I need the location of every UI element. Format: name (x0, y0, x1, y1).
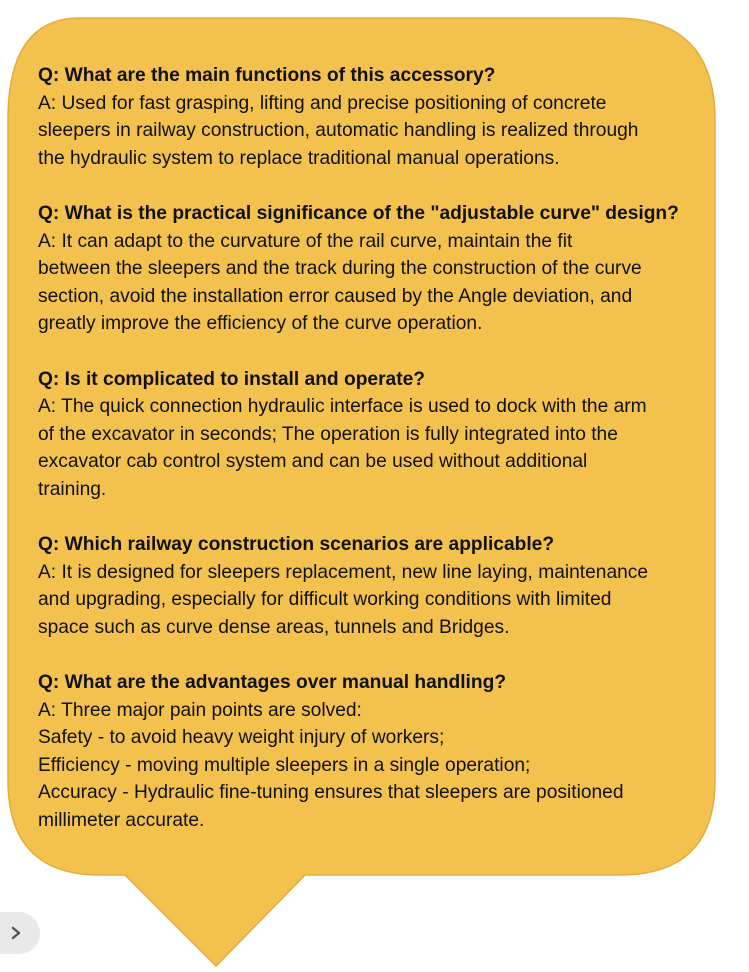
answer-line: of the excavator in seconds; The operation is fully integrated into the (38, 423, 618, 445)
answer-line: Accuracy - Hydraulic fine-tuning ensures that sleepers are positioned (38, 782, 624, 804)
answer-text (38, 228, 728, 338)
qa-item (38, 531, 728, 641)
next-button[interactable] (0, 912, 40, 954)
qa-item (38, 366, 728, 504)
chevron-right-icon (8, 925, 24, 941)
answer-line: sleepers in railway construction, automatic handling is realized through (38, 120, 639, 142)
answer-text (38, 90, 728, 173)
question-text: Q: What are the main functions of this accessory? (38, 65, 496, 86)
answer-line: training. (38, 478, 107, 500)
answer-line: and upgrading, especially for difficult working conditions with limited (38, 589, 612, 611)
answer-line: the hydraulic system to replace traditional manual operations. (38, 147, 560, 169)
answer-line: A: The quick connection hydraulic interface is used to dock with the arm (38, 396, 647, 418)
answer-line: section, avoid the installation error caused by the Angle deviation, and (38, 285, 633, 307)
qa-item (38, 200, 728, 338)
answer-line: A: It can adapt to the curvature of the rail curve, maintain the fit (38, 230, 573, 252)
question-text: Q: Which railway construction scenarios are applicable? (38, 534, 555, 556)
answer-line: A: It is designed for sleepers replacement, new line laying, maintenance (38, 561, 649, 583)
question-text: Q: What are the advantages over manual handling? (38, 672, 507, 694)
answer-line: excavator cab control system and can be used without additional (38, 451, 588, 473)
answer-line: A: Used for fast grasping, lifting and precise positioning of concrete (38, 92, 607, 114)
answer-line: A: Three major pain points are solved: (38, 699, 362, 721)
answer-text (38, 559, 728, 642)
answer-line: space such as curve dense areas, tunnels and Bridges. (38, 616, 510, 638)
answer-line: Efficiency - moving multiple sleepers in a single operation; (38, 754, 531, 776)
qa-item (38, 62, 728, 172)
question-text: Q: What is the practical significance of the "adjustable curve" design? (38, 202, 679, 224)
qa-item (38, 669, 728, 835)
answer-line: Safety - to avoid heavy weight injury of workers; (38, 727, 445, 749)
answer-line: millimeter accurate. (38, 810, 205, 832)
answer-text (38, 697, 728, 835)
qa-list (38, 62, 728, 835)
answer-text (38, 393, 728, 503)
answer-line: between the sleepers and the track during the construction of the curve (38, 258, 642, 280)
question-text: Q: Is it complicated to install and operate? (38, 368, 426, 390)
answer-line: greatly improve the efficiency of the curve operation. (38, 313, 483, 335)
